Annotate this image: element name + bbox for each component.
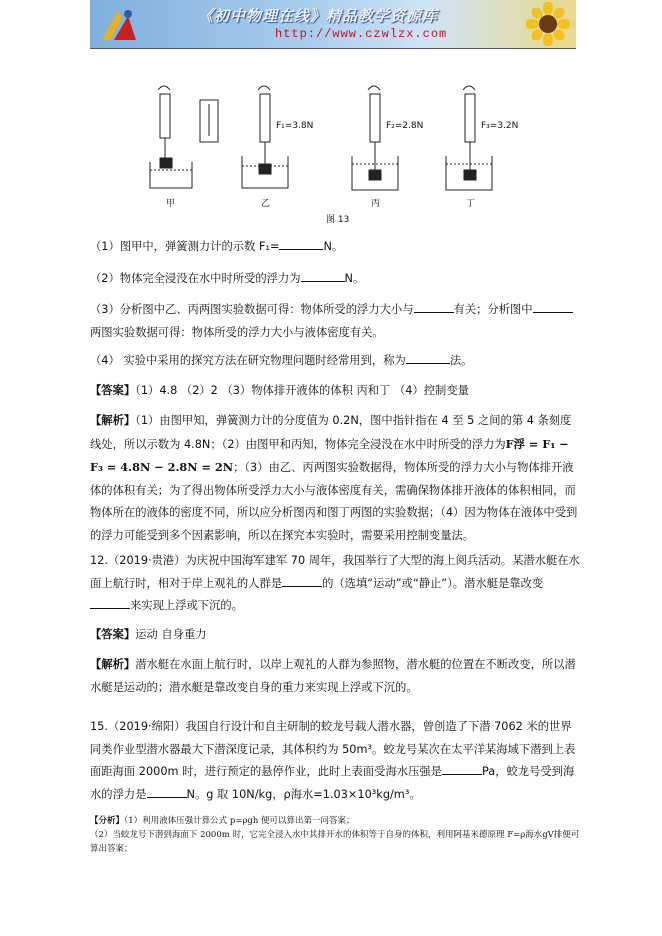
answer-blank[interactable] bbox=[301, 269, 345, 282]
header-title: 《初中物理在线》精品教学资源库 bbox=[198, 7, 439, 25]
q12-analysis: 【解析】潜水艇在水面上航行时，以岸上观礼的人群为参照物，潜水艇的位置在不断改变，所以潜水艇是运动的；潜水艇是靠改变自身的重力来实现上浮或下沉的。 bbox=[90, 658, 576, 694]
label-bing: 丙 bbox=[371, 199, 381, 209]
q1-part4: （4） 实验中采用的探究方法在研究物理问题时经常用到，称为 法。 bbox=[90, 350, 580, 373]
setup-bing bbox=[352, 86, 398, 190]
label-ding: 丁 bbox=[466, 199, 476, 209]
figure-caption: 图 13 bbox=[326, 215, 350, 225]
buoyancy-formula: F浮 = F₁ − F₃ = 4.8N − 2.8N = 2N bbox=[90, 436, 569, 474]
q15-analysis-line2: （2）当蛟龙号下潜到海面下 2000m 时，它完全浸入水中其排开水的体积等于自身的体积，利用阿基米德原理 F=ρ海水gV排便可算出答案； bbox=[90, 830, 580, 854]
q15-analysis bbox=[90, 814, 580, 856]
answer-blank[interactable] bbox=[406, 351, 450, 364]
answer-blank[interactable] bbox=[414, 300, 454, 313]
header-banner bbox=[90, 0, 576, 48]
reading-ding: F₃=3.2N bbox=[481, 121, 519, 131]
setup-jia bbox=[150, 86, 218, 188]
label-yi: 乙 bbox=[261, 199, 271, 209]
answer-blank[interactable] bbox=[282, 574, 322, 587]
q1-part1: （1）图甲中，弹簧测力计的示数 F₁= N。 bbox=[90, 236, 580, 259]
answer-blank[interactable] bbox=[90, 596, 130, 609]
reading-bing: F₂=2.8N bbox=[386, 121, 424, 131]
answer-blank[interactable] bbox=[279, 237, 323, 250]
logo-icon bbox=[98, 6, 140, 42]
q1-part2: （2）物体完全浸没在水中时所受的浮力为 N。 bbox=[90, 268, 580, 291]
q1-analysis: 【解析】（1）由图甲知，弹簧测力计的分度值为 0.2N，图中指针指在 4 至 5 之间的第 4 条刻度线处，所以示数为 4.8N；（2）由图甲和丙知，物体完全浸没在水中时所受的浮力为F浮 = F₁ − F₃ = 4.8N − 2.8N = 2N；（3）由乙、丙两图实验数据得，物体所受的浮力大小与物体排开液体的体积有关；为了得出物体所受浮力大小与液体密度有关，需确保物体排开液体的体积相同，而物体所在的液体的密度不同，所以应分析图丙和图丁两图的实验数据；（4）因为物体在液体中受到的浮力可能受到多个因素影响，所以在探究本实验时，需要采用控制变量法。 bbox=[90, 414, 578, 542]
experiment-figure bbox=[130, 78, 530, 228]
label-jia: 甲 bbox=[166, 199, 176, 209]
q12-answer: 【答案】运动 自身重力 bbox=[90, 628, 207, 641]
q15-stem: 15.（2019·绵阳）我国自行设计和自主研制的蛟龙号载人潜水器，曾创造了下潜 7062 米的世界同类作业型潜水器最大下潜深度记录，其体积约为 50m³。蛟龙号某次在太平洋某海域下潜到上表面距海面 2000m 时，进行预定的悬停作业，此时上表面受海水压强是 Pa，蛟龙号受到海水的浮力是 N。g 取 10N/kg，ρ海水=1.03×10³kg/m³。 bbox=[90, 720, 576, 801]
setup-ding bbox=[446, 86, 492, 190]
setup-yi bbox=[242, 86, 288, 188]
header-url[interactable]: http://www.czwlzx.com bbox=[275, 27, 448, 41]
header-divider bbox=[90, 48, 576, 49]
q15-analysis-line1: 【分析】（1）利用液体压强计算公式 p=ρgh 便可以算出第一问答案； bbox=[90, 816, 355, 826]
q12-stem: 12.（2019·贵港）为庆祝中国海军建军 70 周年，我国举行了大型的海上阅兵活动。某潜水艇在水面上航行时，相对于岸上观礼的人群是 的（选填“运动”或“静止”）。潜水艇是靠改变来实现上浮或下沉的。 bbox=[90, 554, 580, 612]
sunflower-icon bbox=[526, 2, 570, 46]
q1-answer: 【答案】（1）4.8 （2）2 （3）物体排开液体的体积 丙和丁 （4）控制变量 bbox=[90, 384, 469, 397]
answer-blank[interactable] bbox=[533, 300, 573, 313]
spring-scale-diagram bbox=[130, 78, 530, 228]
q1-part3: （3）分析图中乙、丙两图实验数据可得：物体所受的浮力大小与 有关；分析图中两图实验数据可得：物体所受的浮力大小与液体密度有关。 bbox=[90, 299, 580, 344]
answer-blank[interactable] bbox=[147, 785, 187, 798]
reading-yi: F₁=3.8N bbox=[276, 121, 314, 131]
answer-blank[interactable] bbox=[442, 762, 482, 775]
